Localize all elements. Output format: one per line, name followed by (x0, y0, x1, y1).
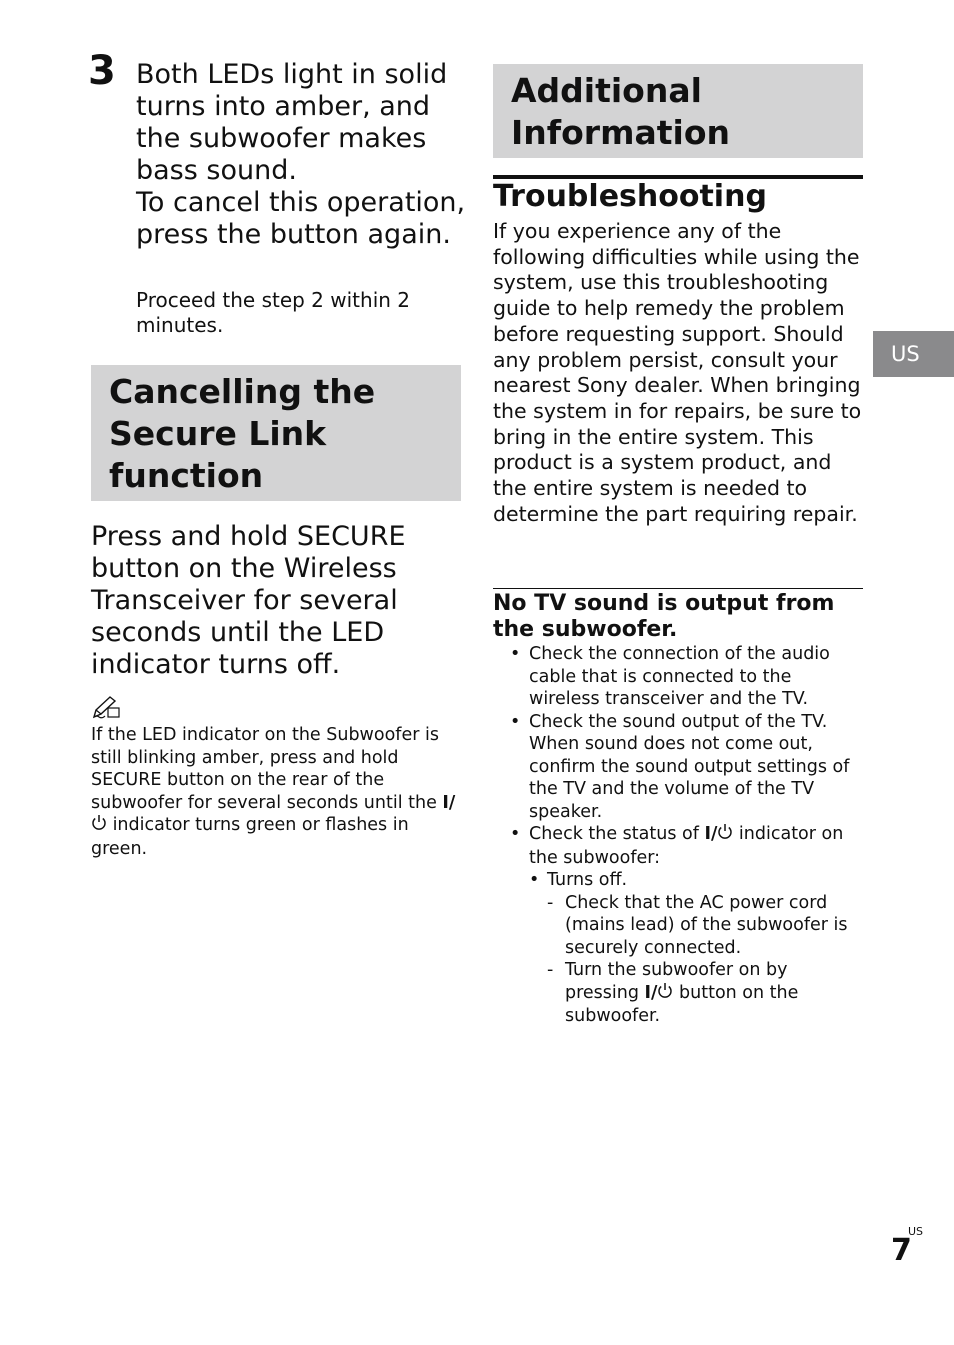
dash-icon: - (547, 960, 554, 980)
troubleshooting-title: Troubleshooting (493, 179, 767, 214)
page-number-superscript: US (908, 1225, 924, 1238)
power-symbol-text: I/ (644, 982, 658, 1003)
power-symbol-text: I/ (442, 792, 456, 813)
step-note: Proceed the step 2 within 2 minutes. (136, 288, 411, 337)
step-text (136, 59, 466, 251)
bullet-icon: • (529, 870, 540, 890)
step-line-1: Both LEDs light in solid turns into amber, and the subwoofer makes bass sound. (136, 59, 448, 186)
additional-info-heading (493, 64, 863, 158)
note-text-after: indicator turns green or flashes in green. (91, 815, 409, 859)
check-text-before: Check the status of (529, 824, 705, 844)
check-text-after: indicator on the subwoofer: (529, 824, 844, 868)
check-text: Check the connection of the audio cable that is connected to the wireless transceiver and the TV. (529, 644, 830, 709)
bullet-icon: • (510, 824, 521, 844)
dash-list-item (547, 959, 860, 1028)
bullet-icon: • (510, 711, 521, 732)
bullet-icon: • (510, 644, 521, 664)
list-item (510, 711, 860, 824)
check-text: Check the sound output of the TV. When sound does not come out, confirm the sound output settings of the TV and the volume of the TV speaker. (529, 711, 850, 822)
list-item (510, 643, 860, 711)
power-icon (657, 982, 673, 1006)
dash-text-after: button on the subwoofer. (565, 982, 799, 1026)
dash-item-text: Check that the AC power cord (mains lead) of the subwoofer is securely connected. (565, 892, 848, 958)
additional-heading-text: Additional Information (511, 71, 730, 152)
pencil-note-icon (91, 695, 121, 719)
power-icon (717, 823, 733, 847)
list-item (510, 823, 860, 1028)
check-list (510, 643, 860, 1028)
power-icon (91, 814, 107, 838)
region-tab: US (873, 331, 954, 377)
troubleshooting-intro: If you experience any of the following difficulties while using the system, use this troubleshooting guide to help remedy the problem before requesting support. Should any problem persist, consult your nearest Sony dealer. When bringing the system in for repairs, be sure to bring in the entire system. This product is a system product, and the entire system is needed to determine the part requiring repair. (493, 219, 862, 526)
dash-icon: - (547, 892, 554, 913)
problem-title: No TV sound is output from the subwoofer. (493, 591, 835, 642)
cancel-heading-text: Cancelling the Secure Link function (109, 372, 376, 495)
step-number: 3 (88, 48, 116, 94)
cancel-section-heading (91, 365, 461, 501)
page-number: 7 (891, 1233, 912, 1268)
cancel-instruction: Press and hold SECURE button on the Wireless Transceiver for several seconds until the LED indicator turns off. (91, 521, 406, 680)
note-text-before: If the LED indicator on the Subwoofer is still blinking amber, press and hold SECURE button on the rear of the subwoofer for several seconds until the (91, 725, 443, 813)
dash-text-before: Turn the subwoofer on by pressing (565, 960, 788, 1003)
power-symbol-text: I/ (704, 824, 718, 844)
sub-item-text: Turns off. (547, 870, 628, 890)
dash-list-item (547, 892, 860, 960)
step-line-2: To cancel this operation, press the button again. (136, 187, 466, 250)
sub-list-item (529, 869, 860, 1028)
cancel-note-text (91, 724, 456, 860)
section-divider-thin (493, 588, 863, 589)
